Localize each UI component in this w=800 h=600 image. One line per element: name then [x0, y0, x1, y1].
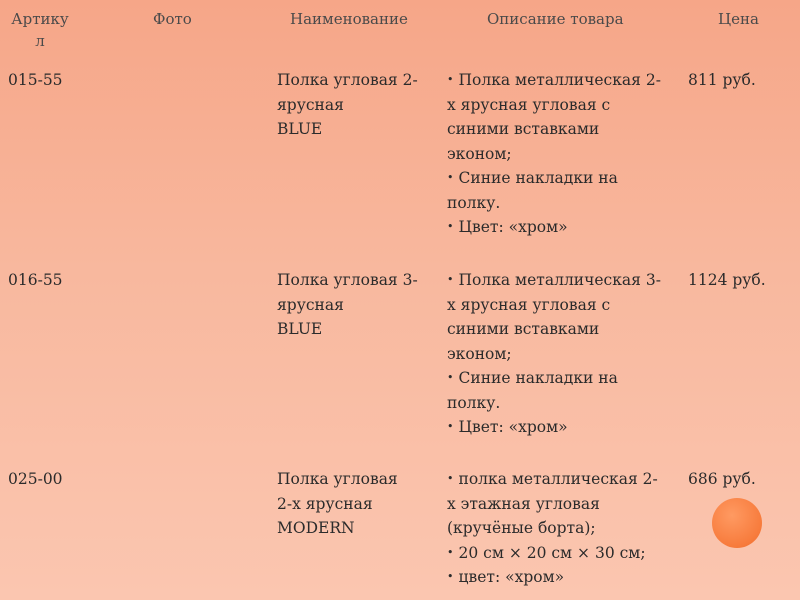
row2-article: 016-55	[8, 271, 63, 289]
header-article	[10, 8, 70, 52]
header-article-line2: л	[35, 32, 45, 50]
row3-name-line3: MODERN	[277, 519, 355, 537]
bullet-icon: •	[447, 420, 454, 433]
row3-desc-item3: • цвет: «хром»	[447, 568, 565, 586]
bullet-icon: •	[447, 171, 454, 184]
row3-name	[277, 467, 398, 541]
bullet-icon: •	[447, 273, 454, 286]
row2-name	[277, 268, 418, 342]
row2-description	[447, 268, 683, 440]
row3-description	[447, 467, 683, 590]
row3-price: 686 руб.	[688, 470, 756, 488]
row3-article: 025-00	[8, 470, 63, 488]
row1-article: 015-55	[8, 71, 63, 89]
row2-desc-item3: • Цвет: «хром»	[447, 418, 568, 436]
header-description: Описание товара	[487, 10, 624, 28]
row3-desc-item1: • полка металлическая 2- х этажная угловая (кручёные борта);	[447, 470, 658, 537]
row1-desc-item2: • Синие накладки на полку.	[447, 169, 618, 212]
bullet-icon: •	[447, 570, 454, 583]
row3-name-line1: Полка угловая	[277, 470, 398, 488]
row1-name-line3: BLUE	[277, 120, 323, 138]
bullet-icon: •	[447, 73, 454, 86]
bullet-icon: •	[447, 545, 454, 559]
row2-name-line1: Полка угловая 3-	[277, 271, 418, 289]
row1-name	[277, 68, 418, 142]
header-article-line1: Артику	[11, 10, 69, 28]
row2-name-line2: ярусная	[277, 295, 344, 314]
header-price: Цена	[718, 10, 759, 28]
row1-name-line1: Полка угловая 2-	[277, 71, 418, 89]
bullet-icon: •	[447, 472, 454, 485]
row2-price: 1124 руб.	[688, 271, 766, 289]
bullet-icon: •	[447, 371, 454, 384]
header-photo: Фото	[153, 10, 192, 28]
row1-name-line2: ярусная	[277, 95, 344, 114]
row1-desc-item3: • Цвет: «хром»	[447, 218, 568, 236]
header-name: Наименование	[290, 10, 408, 28]
bullet-icon: •	[447, 220, 454, 233]
row3-name-line2: 2-х ярусная	[277, 494, 373, 513]
row2-desc-item2: • Синие накладки на полку.	[447, 369, 618, 412]
row2-desc-item1: • Полка металлическая 3- х ярусная угловая с синими вставками эконом;	[447, 271, 661, 363]
row1-description	[447, 68, 683, 240]
row2-name-line3: BLUE	[277, 320, 323, 338]
row3-desc-item2: • 20 см × 20 см × 30 см;	[447, 543, 646, 562]
row1-desc-item1: • Полка металлическая 2- х ярусная угловая с синими вставками эконом;	[447, 71, 661, 163]
row1-price: 811 руб.	[688, 71, 756, 89]
decorative-circle	[712, 498, 762, 548]
